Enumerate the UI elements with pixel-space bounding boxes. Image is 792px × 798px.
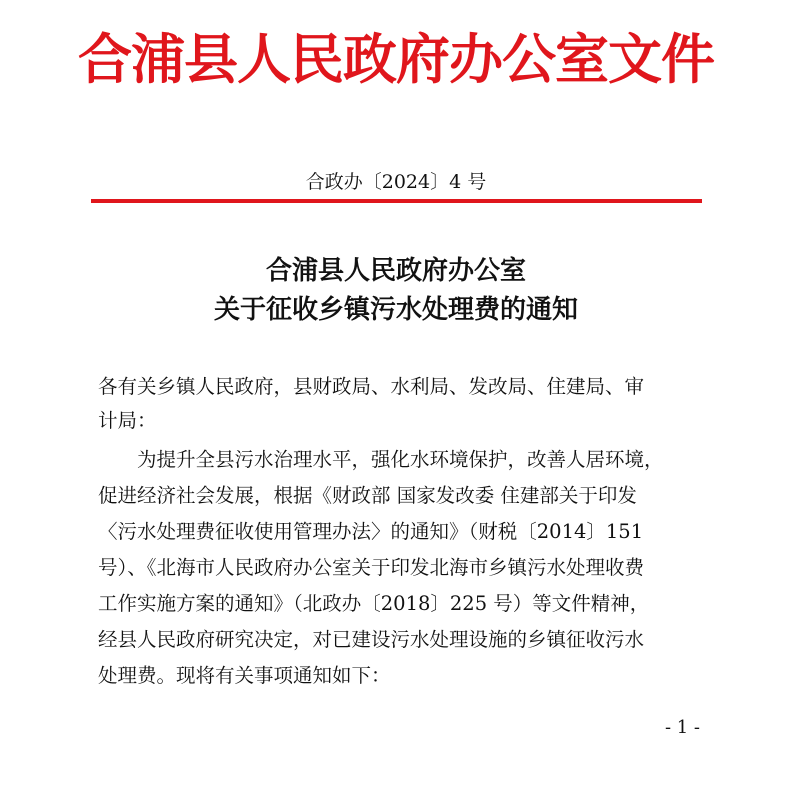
body-line: 促进经济社会发展，根据《财政部 国家发改委 住建部关于印发 — [98, 484, 637, 507]
body-line: 号）、《北海市人民政府办公室关于印发北海市乡镇污水处理收费 — [98, 556, 645, 579]
document-header-title: 合浦县人民政府办公室文件 — [78, 27, 714, 91]
body-line: 〈污水处理费征收使用管理办法〉的通知》（财税〔2014〕151 — [98, 520, 644, 543]
document-number: 合政办〔2024〕4 号 — [305, 171, 487, 193]
notice-title-line-2: 关于征收乡镇污水处理费的通知 — [213, 295, 578, 325]
page-number: - 1 - — [664, 717, 700, 738]
notice-title-line-1: 合浦县人民政府办公室 — [265, 256, 526, 286]
body-line-addressee: 各有关乡镇人民政府，县财政局、水利局、发改局、住建局、审 — [98, 375, 645, 398]
body-line: 处理费。现将有关事项通知如下： — [98, 664, 391, 687]
body-line-paragraph-start: 为提升全县污水治理水平，强化水环境保护，改善人居环境， — [137, 448, 664, 471]
body-line: 工作实施方案的通知》（北政办〔2018〕225 号）等文件精神， — [98, 592, 650, 615]
red-separator-line — [91, 199, 702, 203]
body-line-addressee-cont: 计局： — [98, 409, 157, 432]
body-line: 经县人民政府研究决定，对已建设污水处理设施的乡镇征收污水 — [98, 628, 645, 651]
